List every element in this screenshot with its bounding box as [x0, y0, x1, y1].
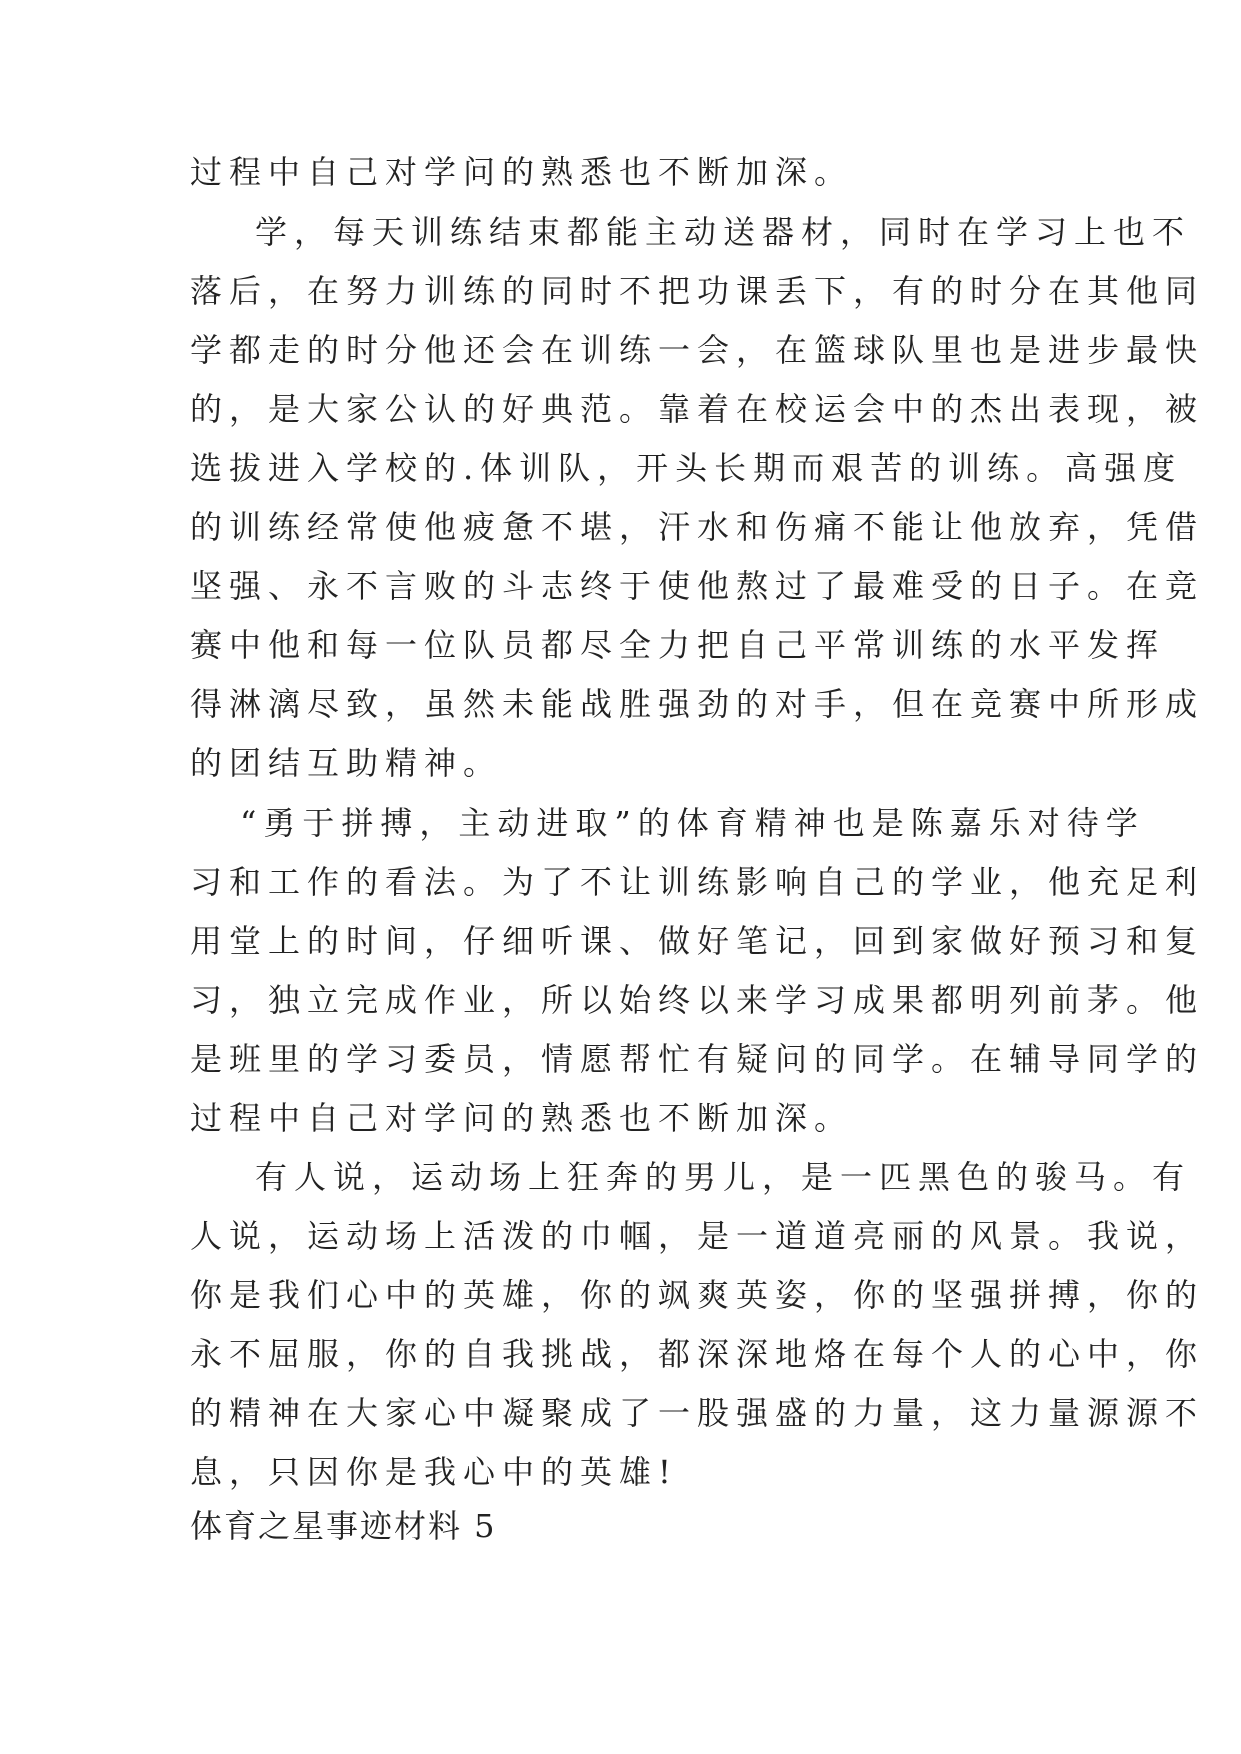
- paragraph-line: 习和工作的看法。为了不让训练影响自己的学业，他充足利: [190, 863, 1205, 901]
- paragraph-line: 用堂上的时间，仔细听课、做好笔记，回到家做好预习和复: [190, 922, 1205, 960]
- paragraph-line: 你是我们心中的英雄，你的飒爽英姿，你的坚强拼搏，你的: [190, 1276, 1205, 1314]
- paragraph-line: 的，是大家公认的好典范。靠着在校运会中的杰出表现，被: [190, 390, 1205, 428]
- paragraph-line: 的团结互助精神。: [190, 744, 503, 782]
- paragraph-line: “勇于拼搏，主动进取”的体育精神也是陈嘉乐对待学: [240, 804, 1145, 842]
- paragraph-line: 的训练经常使他疲惫不堪，汗水和伤痛不能让他放弃，凭借: [190, 508, 1205, 546]
- paragraph-line: 息，只因你是我心中的英雄!: [190, 1453, 678, 1491]
- paragraph-line: 习，独立完成作业，所以始终以来学习成果都明列前茅。他: [190, 981, 1205, 1019]
- paragraph-line: 得淋漓尽致，虽然未能战胜强劲的对手，但在竞赛中所形成: [190, 685, 1205, 723]
- paragraph-line: 落后，在努力训练的同时不把功课丢下，有的时分在其他同: [190, 272, 1205, 310]
- section-heading: 体育之星事迹材料 5: [190, 1507, 497, 1545]
- paragraph-line: 过程中自己对学问的熟悉也不断加深。: [190, 1099, 854, 1137]
- paragraph-line: 有人说，运动场上狂奔的男儿，是一匹黑色的骏马。有: [255, 1158, 1192, 1196]
- paragraph-line: 的精神在大家心中凝聚成了一股强盛的力量，这力量源源不: [190, 1394, 1205, 1432]
- paragraph-line: 学，每天训练结束都能主动送器材，同时在学习上也不: [255, 213, 1192, 251]
- paragraph-line: 学都走的时分他还会在训练一会，在篮球队里也是进步最快: [190, 331, 1205, 369]
- paragraph-line: 过程中自己对学问的熟悉也不断加深。: [190, 153, 854, 191]
- paragraph-line: 人说，运动场上活泼的巾帼，是一道道亮丽的风景。我说，: [190, 1217, 1205, 1255]
- paragraph-line: 坚强、永不言败的斗志终于使他熬过了最难受的日子。在竞: [190, 567, 1205, 605]
- paragraph-line: 赛中他和每一位队员都尽全力把自己平常训练的水平发挥: [190, 626, 1166, 664]
- paragraph-line: 永不屈服，你的自我挑战，都深深地烙在每个人的心中，你: [190, 1335, 1205, 1373]
- paragraph-line: 选拔进入学校的.体训队，开头长期而艰苦的训练。高强度: [190, 449, 1183, 487]
- paragraph-line: 是班里的学习委员，情愿帮忙有疑问的同学。在辅导同学的: [190, 1040, 1205, 1078]
